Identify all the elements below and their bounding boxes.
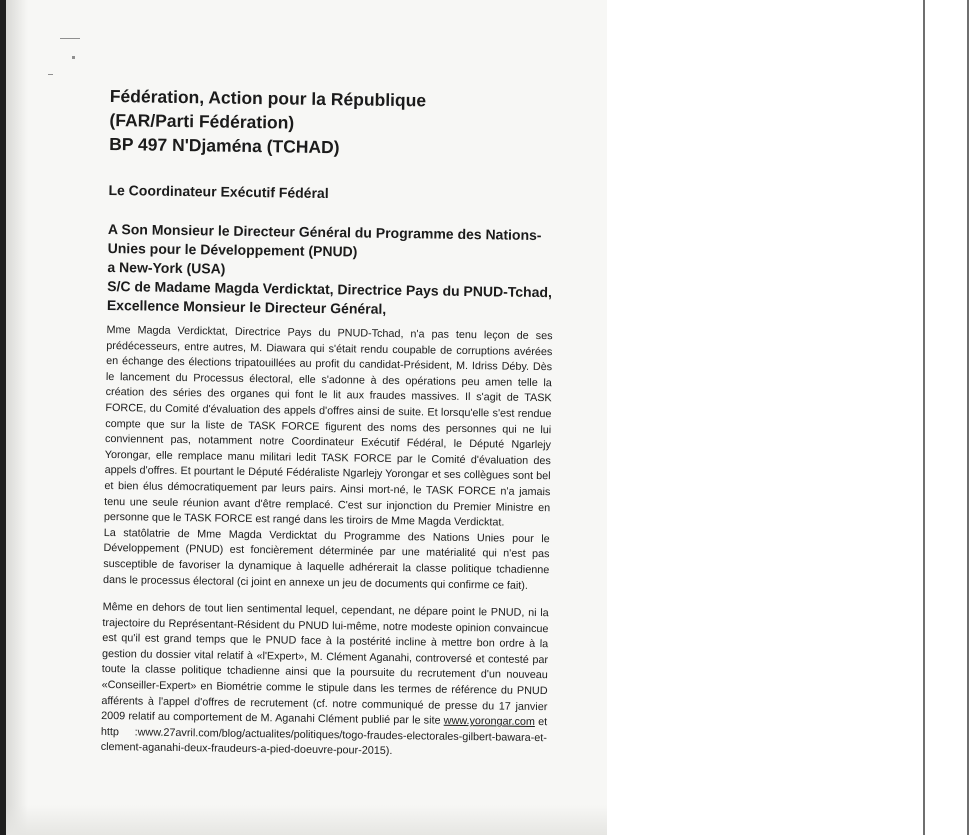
body-paragraph: Mme Magda Verdicktat, Directrice Pays du PNUD-Tchad, n'a pas tenu leçon de ses prédécesseurs, entre autres, M. Diawara qui s'était rendu coupable de corruptions avérées en échange des élections tripatouillées au profit du candidat-Président, M. Idriss Déby. Dès le lancement du Processus électoral, elle s'adonne à des opérations peu amen telle la création des séries des organes qui font le lit aux fraudes massives. Il s'agit de TASK FORCE, du Comité d'évaluation des appels d'offres ainsi de suite. Et lorsqu'elle s'est rendue compte que sur la liste de TASK FORCE figurent des noms des personnes qui ne lui conviennent pas, notamment notre Coordinateur Exécutif Fédéral, le Député Ngarlejy Yorongar, elle remplace manu militari ledit TASK FORCE par le Comité d'évaluation des appels d'offres. Et pourtant le Député Fédéraliste Ngarlejy Yorongar et ses collègues sont bel et bien élus démocratiquement par leurs pairs. Ainsi mort-né, le TASK FORCE n'a jamais tenu une seule réunion avant d'être remplacé. C'est sur injonction du Premier Ministre en personne que le TASK FORCE est rangé dans les tiroirs de Mme Magda Verdicktat.: [103, 323, 553, 529]
recipient-block: [107, 220, 554, 321]
salutation: Excellence Monsieur le Directeur Général,: [106, 296, 387, 317]
scan-speck: [60, 38, 80, 39]
letterhead: [109, 84, 556, 162]
body-paragraph: La statôlatrie de Mme Magda Verdicktat du Programme des Nations Unies pour le Développement (PNUD) est foncièrement déterminée par une matérialité qui n'est pas susceptible de favoriser la dynamique à laquelle adhérerait la classe politique tchadienne dans le processus électoral (ci joint en annexe un jeu de documents qui confirme ce fait).: [102, 526, 550, 592]
recipient-line: a New-York (USA): [107, 258, 226, 277]
letter: [101, 84, 556, 762]
body-paragraph: [101, 600, 549, 762]
paragraph-text: et http :www.27avril.com/blog/actualites/politiques/togo-fraudes-electorales-gilbert-bawara-et-clement-aganahi-deux-fraudeurs-a-pied-doeuvre-pour-2015).: [100, 716, 548, 758]
sender-role: Le Coordinateur Exécutif Fédéral: [108, 181, 329, 202]
org-abbreviation: (FAR/Parti Fédération): [109, 109, 295, 133]
org-name: Fédération, Action pour la République: [109, 85, 427, 111]
recipient-line: A Son Monsieur le Directeur Général du Programme des Nations-Unies pour le Développement (PNUD): [107, 220, 542, 260]
paragraph-text: Même en dehors de tout lien sentimental lequel, cependant, ne dépare point le PNUD, ni la trajectoire du Représentant-Résident du PNUD lui-même, notre modeste opinion convaincue est qu'il est grand temps que le PNUD face à la postérité incline à mettre bon ordre à la gestion du dossier vital relatif à «l'Expert», M. Clément Aganahi, controversé et contesté par toute la classe politique tchadienne ainsi que la poursuite du recrutement d'un nouveau «Conseiller-Expert» en Biométrie comme le stipule dans les termes de référence du PNUD afférents à l'appel d'offres de recrutement (cf. notre communiqué de presse du 17 janvier 2009 relatif au comportement de M. Aganahi Clément publié par le site: [101, 601, 549, 727]
recipient-line: S/C de Madame Magda Verdicktat, Directrice Pays du PNUD-Tchad,: [107, 277, 553, 301]
scan-speck: [72, 56, 75, 59]
website-link[interactable]: www.yorongar.com: [443, 714, 536, 729]
letter-body: [101, 323, 553, 762]
blank-side-frame: [923, 0, 969, 835]
scan-speck: [48, 74, 53, 75]
org-address: BP 497 N'Djaména (TCHAD): [109, 133, 340, 158]
